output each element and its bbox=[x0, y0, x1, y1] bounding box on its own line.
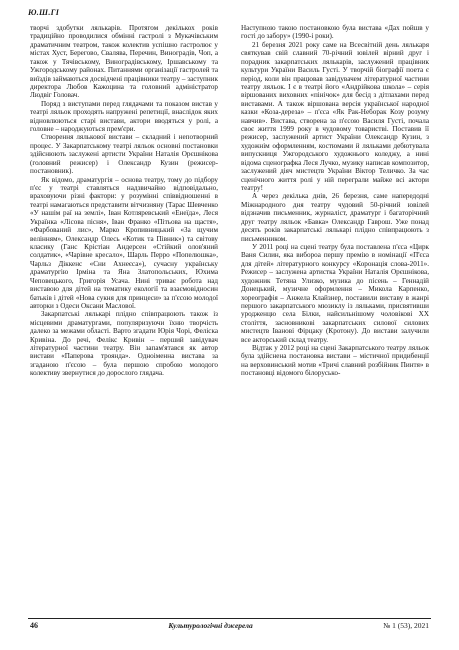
paragraph: Поряд з виступами перед глядачами та показом вистав у театрі ляльок проходять напружені репетиції, внаслідок яких відновлюються старі вистави, актори вводяться у ролі, а головне – народжуються прем'єри. bbox=[30, 99, 218, 134]
journal-title: Культурологічні джерела bbox=[168, 621, 253, 630]
paragraph: Закарпатські лялькарі плідно співпрацюють також із місцевими драматургами, популяризуючи їхню творчість далеко за межами області. Варто згадати Юрія Чорі, Феліска Кривіна. До речі, Фелікс Кривін – перший завідувач літературної частини театру. Він запам'ятався як автор вистави «Паперова троянда». Одноіменна вистава за згаданою п'єсою – була першою спробою молодого колективу звернутися до дорослого глядача. bbox=[30, 310, 218, 378]
footer-divider bbox=[28, 618, 431, 619]
right-column bbox=[241, 24, 429, 378]
issue-info: № 1 (53), 2021 bbox=[383, 621, 429, 630]
paragraph: творчі здобутки лялькарів. Протягом декількох років традиційно проводилися обмінні гастролі з Мукачівським драматичним театром, також колектив успішно гастролює у містах Хуст, Берегово, Свалява, Перечин, Виноградів, Чоп, а також у Тячівському, Виноградівському, Іршавському та Ужгородському районах. Питаннями організації гастролей та виїздів займаються досвідчені працівники театру – заступник директора Любов Кажоцина та головний адміністратор Людвіг Головач. bbox=[30, 24, 218, 100]
paragraph: Наступною такою постановкою була вистава «Дах пойшв у гості до забору» (1990-і роки). bbox=[241, 24, 429, 41]
page-footer bbox=[30, 621, 429, 630]
paragraph: У 2011 році на сцені театру була поставлена п'єса «Циpк Ваня Силин, яка вибороа першу премію в номінації «П'єса для дітей» літературного конкурсу «Коронація слова-2011». Режисер – заслужена артистка України Наталія Орєшнікова, художник Тетяна Улизко, музика до пісень – Геннадій Донецький, музичне оформлення – Микола Карпенко, хореографія – Анжела Клайзнер, поставили виставу в жанрі першого закарпатського мюзиклу із ляльками, присвятивши уродженцю села Білки, найсильнішому чоловікові ХХ століття, засновникові закарпатських силової силових мистецтв Іванові Фірцаку (Кротону). До вистави залучили все акторський склад театру. bbox=[241, 242, 429, 344]
page-number: 46 bbox=[30, 621, 38, 630]
running-header: Ю.Ш.ГІ bbox=[28, 8, 60, 17]
paragraph: Як відомо, драматургія – основа театру, тому до підбору п'єс у театрі ставляться надзвичайно відповідально, враховуючи різні фактори: у розумінні співвідношенні в театрі намагаються представити вітчизняну (Тарас Шевченко «У нашім раї на землі», Іван Котляревський «Енеїда», Леся Українка «Лісова пісня», Іван Франко «Пітьова на щастя», «Фарбований лис», Марко Кропивницький «За щучим велінням», Олександр Олесь «Котик та Півник») та світову класику (Ганс Крістіан Андерсен «Стійкий олов'яний солдатик», «Чарівне кресало», Шарль Перро «Попелюшка», Чарльз Діккенс «Сни Ахнеєса»), сучасну українську драматургію Ірміна та Яна Златопольських, Юхима Чеповецького, Григорія Усача. Нині триває робота над виставою для дітей на тематику екології та взаємовідносин батьків і дітей «Нова сукня для принцеси» за п'єсою молодої авторки з Одеси Оксани Маслової. bbox=[30, 175, 218, 310]
left-column bbox=[30, 24, 218, 378]
paragraph: Створення лялькової вистави – складний і непотворний процес. У Закарпатському театрі ляльок основні постановки здійснюють заслужені артисти України Наталія Орєшнікова (головний режисер) і Олександр Кузин (режисер-постановник). bbox=[30, 133, 218, 176]
paragraph: А через декілька днів, 26 березня, саме напередодні Міжнародного дня театру чудовий 50-річний ювілей відзначив письменник, журналіст, драматург і багаторічний друг театру ляльок «Бавка» Олександр Гаврош. Уже понад десять років закарпатські лялькарі плідно співпрацюють з письменником. bbox=[241, 192, 429, 243]
paragraph: 21 березня 2021 року саме на Всесвітній день лялькаря святкував свій славний 70-річний ювілей вірний друг і порадник закарпатських лялькарів, заслужений працівник культури України Василь Густі. У творчій біографії поета є період, коли він працював завідувачем літературної частини театру ляльок. І є в театрі його «Андрійкова школа» – серія віршованих виховних «пінічок» для бесід з дітлахами перед виставами. А також віршована версія української народної казки «Коза-дереза» – п'єса «Як Рак-Неборак Козу розуму навчив». Вистава, створена за п'єсою Василя Густі, почала своє життя 1999 року в чудовому товаристві. Поставив її режисер, заслужений артист України Олександр Кузин, з художнім оформленням, костюмами й ляльками дебютувала випускниця Ужгородського художнього коледжу, а нині відома сценографка Леся Лучко, музику написав композитор, заслужений діяч мистецтв України Віктор Теличко. За час сценічного життя ролі у ній переграли майже всі актори театру! bbox=[241, 40, 429, 193]
paragraph: Відтак у 2012 році на сцені Закарпатського театру ляльок була здійснена постановка вистави – містичної придибенції на верховинський мотив «Тричі славний розбійник Пинтя» в постановці відомого білорусько- bbox=[241, 344, 429, 378]
